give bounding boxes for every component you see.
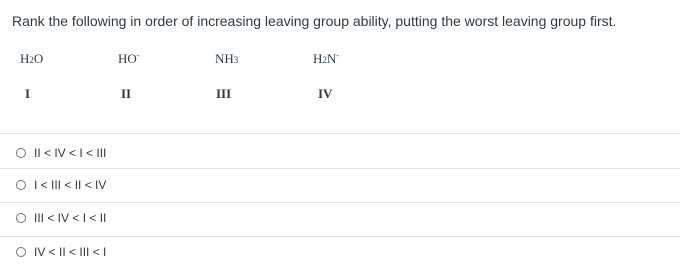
formula-subscript: 3 [233,55,239,65]
species-numeral-1: I [25,86,31,101]
species-numeral-row [0,86,680,106]
radio-button[interactable] [16,180,26,190]
divider [0,133,680,134]
answer-option-2[interactable] [16,177,106,193]
formula-main: H [20,51,30,66]
species-formula-amide [313,51,339,67]
answer-option-label: II < IV < I < III [34,146,107,160]
formula-main: NH [215,51,234,66]
formula-subscript: 2 [322,55,327,65]
species-formula-hydroxide [118,51,139,67]
radio-button[interactable] [16,213,26,223]
answer-option-1[interactable] [16,145,106,161]
species-numeral-3: III [216,86,232,101]
species-numeral-4: IV [318,86,333,101]
answer-option-3[interactable] [16,210,106,226]
divider [0,168,680,169]
species-formula-water [20,51,43,67]
answer-option-label: I < III < II < IV [34,178,107,192]
formula-rest: N [326,51,337,66]
species-numeral-2: II [121,86,132,101]
formula-superscript: - [336,51,339,60]
formula-superscript: - [136,51,140,60]
radio-button[interactable] [16,148,26,158]
divider [0,202,680,203]
formula-rest: O [33,51,44,66]
species-formula-row [0,51,680,71]
formula-main: H [313,51,323,66]
answer-option-4[interactable] [16,244,106,260]
formula-subscript: 2 [29,55,34,65]
divider [0,236,680,237]
formula-main: HO [118,51,137,66]
answer-option-label: IV < II < III < I [34,245,107,259]
radio-button[interactable] [16,247,26,257]
species-formula-ammonia [215,51,238,67]
answer-option-label: III < IV < I < II [34,211,107,225]
question-prompt: Rank the following in order of increasing leaving group ability, putting the worst leaving group first. [12,13,617,29]
